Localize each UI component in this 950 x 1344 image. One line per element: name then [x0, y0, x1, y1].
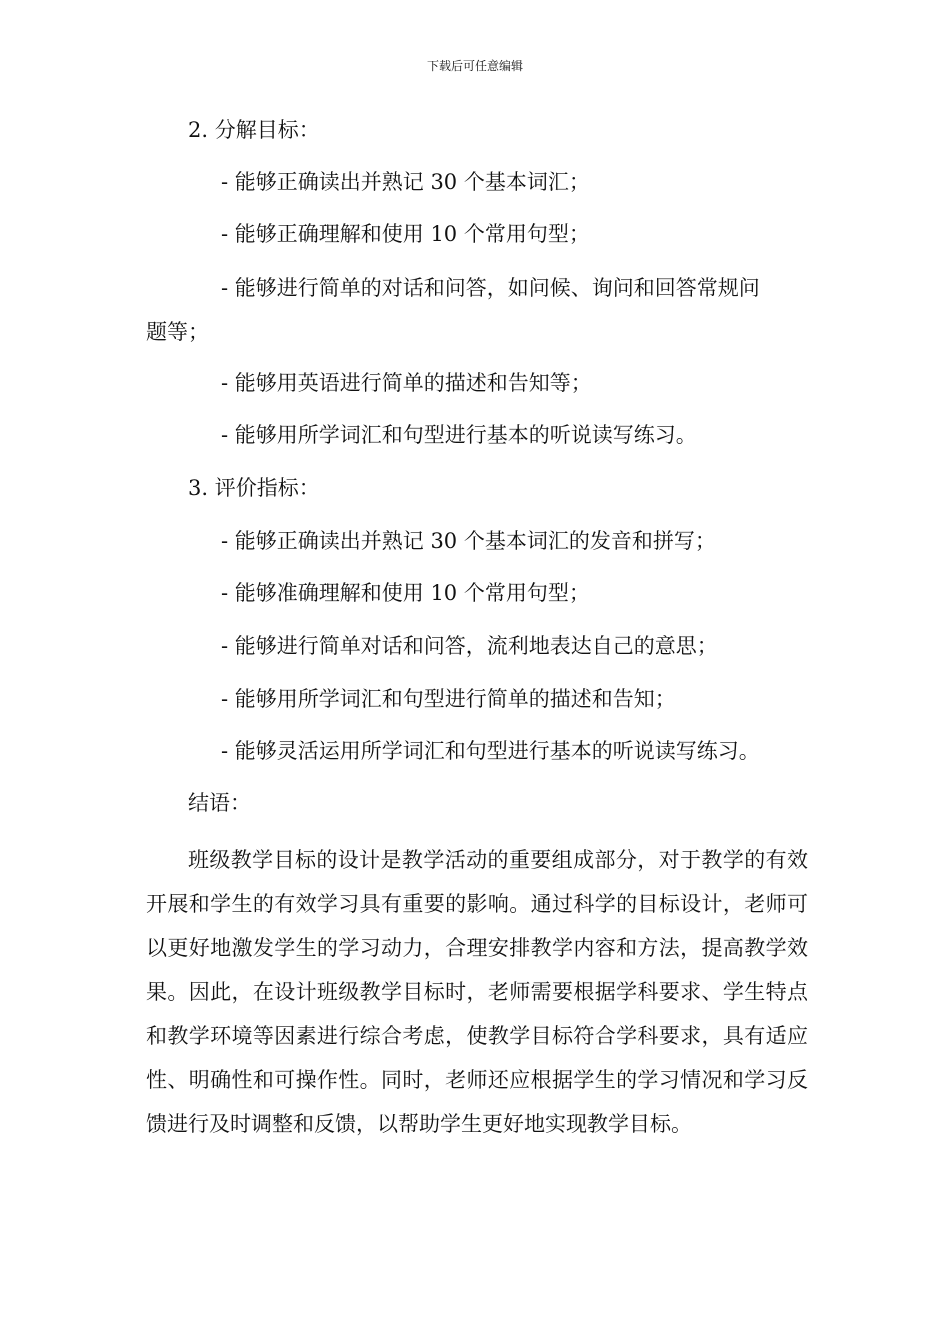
goal-item: - 能够用所学词汇和句型进行基本的听说读写练习。 [221, 423, 697, 447]
evaluation-item: - 能够灵活运用所学词汇和句型进行基本的听说读写练习。 [221, 739, 760, 763]
goal-item: - 能够进行简单的对话和问答，如问候、询问和回答常规问 [221, 276, 760, 300]
goal-item: - 能够正确读出并熟记 30 个基本词汇； [221, 170, 590, 194]
conclusion-heading: 结语： [188, 791, 251, 815]
evaluation-item: - 能够准确理解和使用 10 个常用句型； [221, 581, 590, 605]
goal-item-continuation: 题等； [146, 320, 209, 344]
section-3-heading: 3. 评价指标： [188, 476, 320, 500]
conclusion-paragraph: 班级教学目标的设计是教学活动的重要组成部分，对于教学的有效开展和学生的有效学习具有重要的影响。通过科学的目标设计，老师可以更好地激发学生的学习动力，合理安排教学内容和方法，提高教学效果。因此，在设计班级教学目标时，老师需要根据学科要求、学生特点和教学环境等因素进行综合考虑，使教学目标符合学科要求，具有适应性、明确性和可操作性。同时，老师还应根据学生的学习情况和学习反馈进行及时调整和反馈，以帮助学生更好地实现教学目标。 [146, 848, 808, 1136]
evaluation-item: - 能够进行简单对话和问答，流利地表达自己的意思； [221, 634, 718, 658]
page-header-note: 下载后可任意编辑 [426, 59, 523, 73]
evaluation-item: - 能够用所学词汇和句型进行简单的描述和告知； [221, 687, 676, 711]
goal-item: - 能够正确理解和使用 10 个常用句型； [221, 222, 590, 246]
goal-item: - 能够用英语进行简单的描述和告知等； [221, 371, 592, 395]
evaluation-item: - 能够正确读出并熟记 30 个基本词汇的发音和拼写； [221, 529, 716, 553]
section-2-heading: 2. 分解目标： [188, 118, 320, 142]
